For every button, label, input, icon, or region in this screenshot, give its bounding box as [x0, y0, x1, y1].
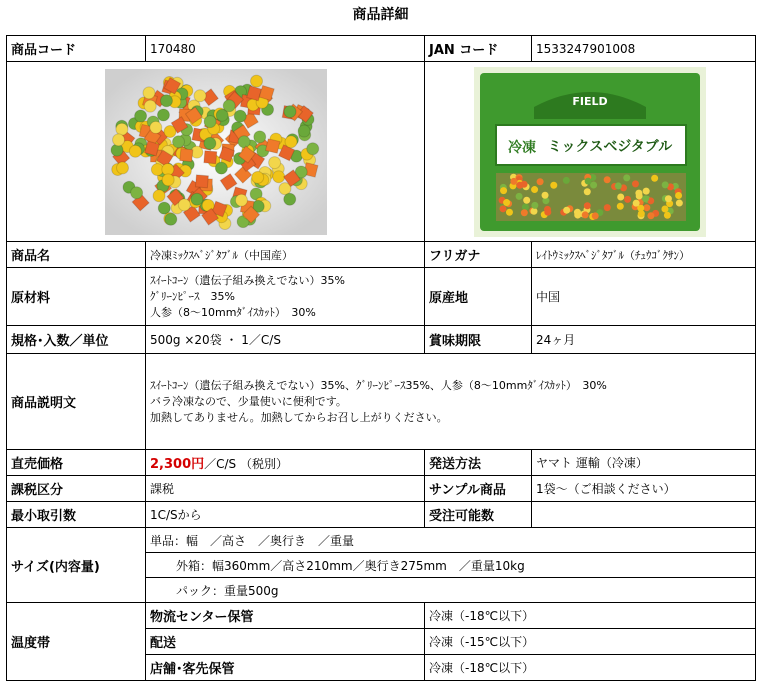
vegetable-piece: [172, 135, 184, 147]
order-capacity-value: [532, 502, 756, 528]
vegetable-piece: [235, 194, 247, 206]
min-order-value: 1C/Sから: [146, 502, 425, 528]
vegetable-piece: [144, 100, 156, 112]
table-row: [7, 528, 756, 553]
vegetable-piece: [153, 189, 165, 201]
vegetable-piece: [615, 182, 622, 189]
vegetable-piece: [521, 209, 528, 216]
package-photo: [474, 67, 706, 237]
vegetable-piece: [623, 174, 630, 181]
table-row: [7, 476, 756, 502]
package-photo-cell: [425, 62, 756, 242]
vegetable-piece: [661, 205, 668, 212]
vegetable-piece: [238, 135, 250, 147]
vegetable-piece: [129, 145, 141, 157]
vegetable-piece: [265, 138, 279, 152]
vegetable-piece: [542, 191, 549, 198]
vegetable-piece: [162, 173, 174, 185]
table-row: [7, 36, 756, 62]
product-name-value: 冷凍ﾐｯｸｽﾍﾞｼﾞﾀﾌﾞﾙ（中国産）: [146, 242, 425, 268]
ingredient-line: 人参（8～10mmﾀﾞｲｽｶｯﾄ） 30%: [150, 305, 316, 319]
package-frozen-text: 冷凍: [508, 139, 536, 156]
vegetable-piece: [647, 212, 654, 219]
vegetable-piece: [633, 199, 640, 206]
product-code-label: 商品コード: [7, 36, 146, 62]
vegetable-piece: [636, 192, 643, 199]
vegetable-piece: [130, 186, 142, 198]
ingredients-value: [146, 268, 425, 326]
ingredients-label: 原材料: [7, 268, 146, 326]
vegetable-piece: [157, 108, 169, 120]
shipping-value: ヤマト 運輸（冷凍）: [532, 450, 756, 476]
min-order-label: 最小取引数: [7, 502, 146, 528]
vegetable-piece: [624, 195, 631, 202]
sample-value: 1袋～（ご相談ください）: [532, 476, 756, 502]
vegetable-piece: [531, 201, 538, 208]
vegetable-piece: [160, 94, 172, 106]
vegetable-piece: [158, 202, 170, 214]
vegetable-piece: [510, 177, 517, 184]
vegetable-piece: [582, 211, 589, 218]
description-line: 加熱してありません。加熱してからお召し上がりください。: [150, 410, 448, 424]
table-row: [7, 62, 756, 242]
vegetable-piece: [253, 130, 265, 142]
vegetable-piece: [563, 206, 570, 213]
description-line: バラ冷凍なので、少量使いに便利です。: [150, 394, 347, 408]
size-unit-value: 単品：幅 ／高さ ／奥行き ／重量: [146, 528, 756, 553]
vegetable-piece: [499, 205, 506, 212]
description-line: ｽｲｰﾄｺｰﾝ（遺伝子組み換えでない）35%、ｸﾞﾘｰﾝﾋﾟｰｽ35%、人参（8～10mmﾀﾞｲｽｶｯﾄ） 30%: [150, 378, 607, 392]
vegetable-piece: [638, 210, 645, 217]
vegetable-piece: [116, 161, 128, 173]
vegetable-piece: [268, 156, 280, 168]
ingredient-line: ｸﾞﾘｰﾝﾋﾟｰｽ 35%: [150, 289, 235, 303]
temp-storage-center-value: 冷凍（-18℃以下）: [425, 603, 756, 629]
vegetable-piece: [193, 89, 205, 101]
ingredient-line: ｽｲｰﾄｺｰﾝ（遺伝子組み換えでない）35%: [150, 273, 345, 287]
vegetable-piece: [643, 187, 650, 194]
price-value: 2,300円: [150, 457, 205, 472]
sample-label: サンプル商品: [425, 476, 532, 502]
vegetable-piece: [592, 212, 599, 219]
vegetable-piece: [234, 110, 246, 122]
vegetable-piece: [164, 213, 176, 225]
vegetable-piece: [643, 204, 650, 211]
vegetable-piece: [584, 202, 591, 209]
vegetable-piece: [144, 141, 159, 156]
vegetable-piece: [178, 198, 190, 210]
vegetable-piece: [223, 99, 235, 111]
size-pack-value: パック：重量500g: [146, 578, 756, 603]
jan-code-label: JAN コード: [425, 36, 532, 62]
product-photo: [105, 69, 327, 235]
vegetable-piece: [204, 115, 216, 127]
table-row: [7, 326, 756, 354]
vegetable-piece: [112, 133, 124, 145]
vegetable-piece: [544, 208, 551, 215]
vegetable-piece: [142, 86, 154, 98]
furigana-value: ﾚｲﾄｳﾐｯｸｽﾍﾞｼﾞﾀﾌﾞﾙ（ﾁｭｳｺﾞｸｻﾝ）: [532, 242, 756, 268]
temp-delivery-label: 配送: [146, 629, 425, 655]
temp-store-label: 店舗･客先保管: [146, 655, 425, 681]
vegetable-piece: [251, 171, 263, 183]
vegetable-piece: [284, 105, 296, 117]
vegetable-piece: [617, 193, 624, 200]
temp-store-value: 冷凍（-18℃以下）: [425, 655, 756, 681]
vegetable-piece: [500, 187, 507, 194]
table-row: [7, 354, 756, 450]
vegetable-piece: [604, 176, 611, 183]
package-brand-text: FIELD: [572, 94, 608, 108]
vegetable-piece: [585, 177, 592, 184]
vegetable-piece: [574, 211, 581, 218]
product-code-value: 170480: [146, 36, 425, 62]
product-detail-table: [6, 35, 756, 681]
package-name-text: ミックスベジタブル: [547, 138, 673, 155]
vegetable-piece: [285, 135, 297, 147]
vegetable-piece: [662, 181, 669, 188]
temperature-label: 温度帯: [7, 603, 146, 681]
tax-label: 課税区分: [7, 476, 146, 502]
vegetable-piece: [506, 208, 513, 215]
vegetable-piece: [675, 191, 682, 198]
vegetable-piece: [298, 125, 310, 137]
description-value: [146, 354, 756, 450]
page-title: 商品詳細: [352, 7, 409, 23]
vegetable-piece: [665, 195, 672, 202]
table-row: [7, 450, 756, 476]
origin-value: 中国: [532, 268, 756, 326]
vegetable-piece: [306, 142, 318, 154]
spec-value: 500g ×20袋 ・ 1／C/S: [146, 326, 425, 354]
vegetable-piece: [283, 193, 295, 205]
vegetable-piece: [676, 199, 683, 206]
product-photo-cell: [7, 62, 425, 242]
vegetable-piece: [503, 199, 510, 206]
vegetable-piece: [195, 174, 208, 187]
vegetable-piece: [134, 110, 146, 122]
vegetable-piece: [531, 186, 538, 193]
expiry-label: 賞味期限: [425, 326, 532, 354]
spec-label: 規格･入数／単位: [7, 326, 146, 354]
vegetable-piece: [190, 193, 202, 205]
origin-label: 原産地: [425, 268, 532, 326]
vegetable-piece: [516, 192, 523, 199]
vegetable-piece: [215, 162, 227, 174]
vegetable-piece: [550, 181, 557, 188]
jan-code-value: 1533247901008: [532, 36, 756, 62]
vegetable-piece: [203, 150, 216, 163]
description-label: 商品説明文: [7, 354, 146, 450]
vegetable-piece: [604, 204, 611, 211]
table-row: [7, 268, 756, 326]
vegetable-piece: [642, 195, 649, 202]
vegetable-piece: [632, 180, 639, 187]
vegetable-piece: [537, 178, 544, 185]
temp-delivery-value: 冷凍（-15℃以下）: [425, 629, 756, 655]
price-unit: ／C/S （税別）: [204, 457, 288, 471]
vegetable-piece: [246, 85, 261, 100]
order-capacity-label: 受注可能数: [425, 502, 532, 528]
size-outer-value: 外箱：幅360mm／高さ210mm／奥行き275mm ／重量10kg: [146, 553, 756, 578]
vegetable-piece: [584, 188, 591, 195]
price-label: 直売価格: [7, 450, 146, 476]
vegetable-piece: [563, 176, 570, 183]
vegetable-piece: [617, 202, 624, 209]
vegetable-piece: [149, 121, 161, 133]
table-row: [7, 242, 756, 268]
size-label: サイズ(内容量): [7, 528, 146, 603]
price-cell: [146, 450, 425, 476]
product-name-label: 商品名: [7, 242, 146, 268]
table-row: [7, 603, 756, 629]
vegetable-piece: [651, 174, 658, 181]
vegetable-piece: [523, 196, 530, 203]
table-row: [7, 502, 756, 528]
vegetable-piece: [250, 75, 262, 87]
vegetable-piece: [203, 137, 215, 149]
vegetable-piece: [272, 170, 284, 182]
expiry-value: 24ヶ月: [532, 326, 756, 354]
vegetable-piece: [521, 180, 528, 187]
vegetable-piece: [664, 211, 671, 218]
vegetable-piece: [179, 148, 192, 161]
shipping-label: 発送方法: [425, 450, 532, 476]
tax-value: 課税: [146, 476, 425, 502]
furigana-label: フリガナ: [425, 242, 532, 268]
temp-storage-center-label: 物流センター保管: [146, 603, 425, 629]
